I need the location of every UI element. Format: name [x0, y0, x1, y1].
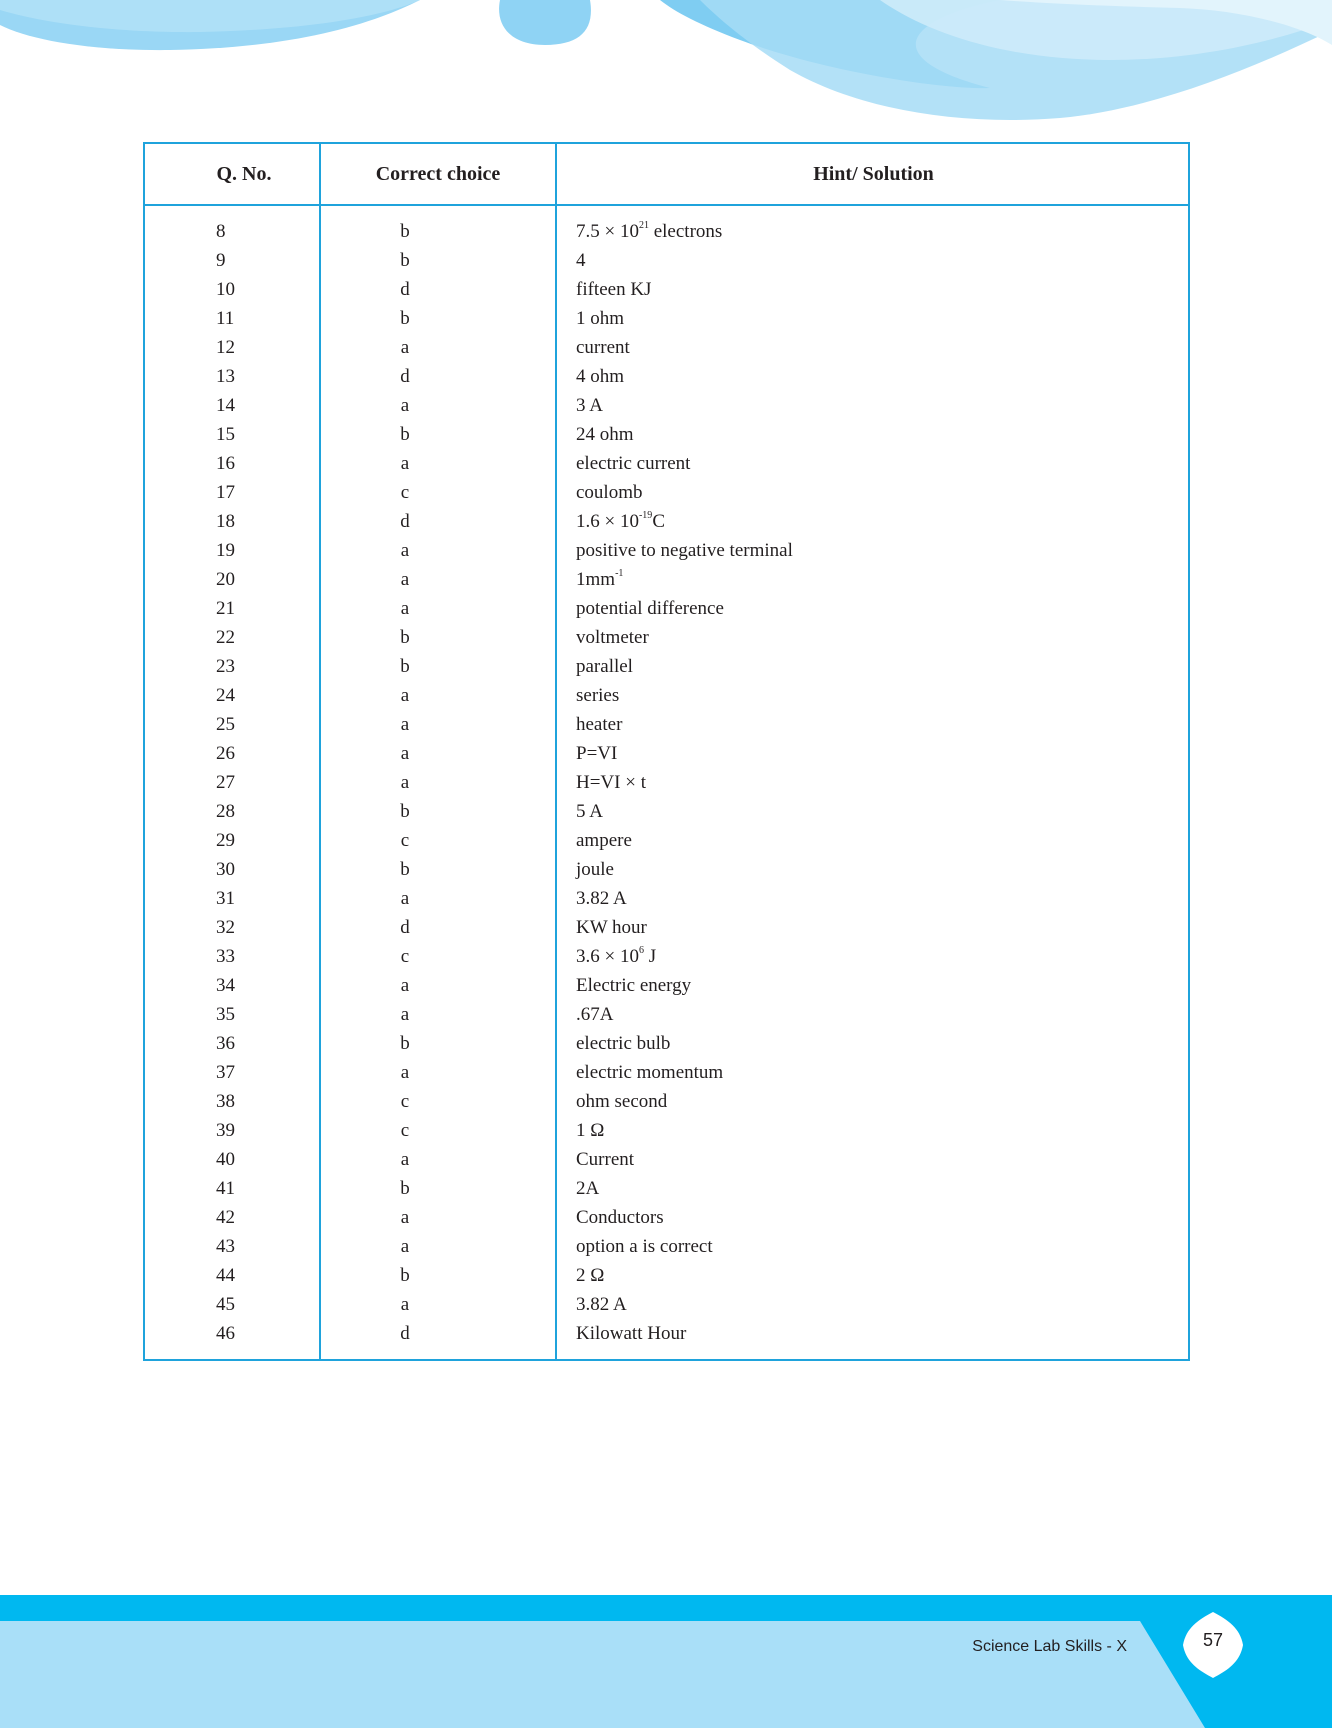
hint-text: 7.5 × 10 — [576, 221, 639, 242]
question-number: 18 — [216, 511, 235, 532]
correct-choice: b — [400, 1178, 410, 1199]
table-row — [145, 1087, 1188, 1116]
question-number: 8 — [216, 221, 226, 242]
hint-superscript: -19 — [638, 510, 653, 521]
hint-solution — [576, 1058, 723, 1087]
question-number: 32 — [216, 917, 235, 938]
hint-text: 1 ohm — [576, 308, 625, 329]
question-number: 36 — [216, 1033, 235, 1054]
hint-text: Kilowatt Hour — [576, 1323, 687, 1344]
question-number: 39 — [216, 1120, 235, 1141]
table-row — [145, 449, 1188, 478]
question-number: 14 — [216, 395, 235, 416]
correct-choice: c — [400, 830, 410, 851]
hint-text: 4 ohm — [576, 366, 625, 387]
correct-choice: b — [400, 859, 410, 880]
hint-text: current — [576, 337, 630, 358]
hint-solution — [576, 942, 656, 974]
hint-solution — [576, 884, 627, 913]
hint-text: potential difference — [576, 598, 724, 619]
hint-text: 3 A — [576, 395, 603, 416]
correct-choice: a — [400, 598, 410, 619]
hint-solution — [576, 1145, 634, 1174]
question-number: 41 — [216, 1178, 235, 1199]
question-number: 22 — [216, 627, 235, 648]
hint-solution — [576, 971, 691, 1000]
table-row — [145, 594, 1188, 623]
question-number: 16 — [216, 453, 235, 474]
correct-choice: a — [400, 685, 410, 706]
hint-text: series — [576, 685, 620, 706]
correct-choice: c — [400, 1120, 410, 1141]
hint-text-tail: J — [643, 946, 657, 967]
hint-text: Conductors — [576, 1207, 664, 1228]
hint-solution — [576, 768, 646, 797]
hint-solution — [576, 681, 619, 710]
correct-choice: a — [400, 743, 410, 764]
table-row — [145, 1145, 1188, 1174]
hint-text: 3.6 × 10 — [576, 946, 639, 967]
correct-choice: b — [400, 221, 410, 242]
table-row — [145, 913, 1188, 942]
table-row — [145, 1290, 1188, 1319]
hint-text: H=VI × t — [576, 772, 646, 793]
correct-choice: a — [400, 1236, 410, 1257]
table-row — [145, 826, 1188, 855]
question-number: 38 — [216, 1091, 235, 1112]
question-number: 13 — [216, 366, 235, 387]
hint-text-tail: electrons — [648, 221, 723, 242]
hint-text: electric bulb — [576, 1033, 671, 1054]
hint-text: joule — [576, 859, 614, 880]
table-row — [145, 1029, 1188, 1058]
correct-choice: a — [400, 569, 410, 590]
hint-solution — [576, 478, 643, 507]
header-correct-choice: Correct choice — [375, 163, 501, 185]
table-row — [145, 536, 1188, 565]
question-number: 15 — [216, 424, 235, 445]
hint-solution — [576, 1290, 627, 1319]
hint-solution — [576, 333, 630, 362]
question-number: 31 — [216, 888, 235, 909]
hint-solution — [576, 826, 632, 855]
hint-superscript: 6 — [638, 945, 644, 956]
question-number: 17 — [216, 482, 235, 503]
table-row — [145, 739, 1188, 768]
hint-superscript: -1 — [615, 568, 624, 579]
table-row — [145, 942, 1188, 971]
table-row — [145, 768, 1188, 797]
header-qno: Q. No. — [216, 163, 272, 185]
page-number: 57 — [1202, 1630, 1224, 1650]
hint-solution — [576, 855, 614, 884]
table-row — [145, 855, 1188, 884]
question-number: 33 — [216, 946, 235, 967]
hint-text: 3.82 A — [576, 1294, 627, 1315]
correct-choice: d — [400, 511, 410, 532]
table-row — [145, 971, 1188, 1000]
table-row — [145, 884, 1188, 913]
hint-text: positive to negative terminal — [576, 540, 793, 561]
question-number: 42 — [216, 1207, 235, 1228]
table-row — [145, 217, 1188, 246]
hint-text-tail: C — [652, 511, 665, 532]
question-number: 21 — [216, 598, 235, 619]
hint-text: 3.82 A — [576, 888, 627, 909]
correct-choice: a — [400, 1207, 410, 1228]
correct-choice: b — [400, 627, 410, 648]
hint-text: 2 Ω — [576, 1265, 605, 1286]
hint-solution — [576, 1232, 713, 1261]
correct-choice: a — [400, 337, 410, 358]
correct-choice: a — [400, 1004, 410, 1025]
table-row — [145, 1174, 1188, 1203]
hint-solution — [576, 1029, 670, 1058]
hint-solution — [576, 623, 649, 652]
table-row — [145, 304, 1188, 333]
correct-choice: c — [400, 482, 410, 503]
table-row — [145, 1261, 1188, 1290]
hint-solution — [576, 739, 617, 768]
table-row — [145, 246, 1188, 275]
table-row — [145, 1000, 1188, 1029]
question-number: 11 — [216, 308, 235, 329]
hint-text: electric momentum — [576, 1062, 724, 1083]
hint-solution — [576, 1116, 604, 1145]
question-number: 25 — [216, 714, 235, 735]
correct-choice: b — [400, 424, 410, 445]
hint-solution — [576, 1174, 599, 1203]
hint-text: electric current — [576, 453, 691, 474]
hint-text: 2A — [576, 1178, 600, 1199]
question-number: 19 — [216, 540, 235, 561]
correct-choice: a — [400, 1062, 410, 1083]
table-row — [145, 1116, 1188, 1145]
table-row — [145, 681, 1188, 710]
hint-text: 4 — [576, 250, 586, 271]
question-number: 40 — [216, 1149, 235, 1170]
correct-choice: c — [400, 946, 410, 967]
hint-text: 5 A — [576, 801, 603, 822]
hint-text: ampere — [576, 830, 632, 851]
hint-superscript: 21 — [638, 220, 649, 231]
hint-solution — [576, 1261, 604, 1290]
hint-text: .67A — [576, 1004, 614, 1025]
correct-choice: a — [400, 772, 410, 793]
table-row — [145, 652, 1188, 681]
question-number: 43 — [216, 1236, 235, 1257]
correct-choice: a — [400, 714, 410, 735]
table-row — [145, 420, 1188, 449]
correct-choice: b — [400, 1265, 410, 1286]
correct-choice: a — [400, 1149, 410, 1170]
correct-choice: a — [400, 888, 410, 909]
table-row — [145, 391, 1188, 420]
correct-choice: a — [400, 975, 410, 996]
correct-choice: b — [400, 656, 410, 677]
correct-choice: d — [400, 366, 410, 387]
hint-text: parallel — [576, 656, 633, 677]
hint-solution — [576, 1203, 664, 1232]
table-row — [145, 565, 1188, 594]
hint-solution — [576, 304, 624, 333]
correct-choice: b — [400, 801, 410, 822]
question-number: 24 — [216, 685, 235, 706]
table-row — [145, 710, 1188, 739]
correct-choice: a — [400, 1294, 410, 1315]
hint-text: ohm second — [576, 1091, 668, 1112]
question-number: 10 — [216, 279, 235, 300]
question-number: 46 — [216, 1323, 235, 1344]
question-number: 26 — [216, 743, 235, 764]
footer-wedge-decoration — [0, 1595, 1332, 1728]
header-hint-solution: Hint/ Solution — [813, 163, 934, 185]
table-row — [145, 1232, 1188, 1261]
table-row — [145, 797, 1188, 826]
correct-choice: b — [400, 250, 410, 271]
hint-text: KW hour — [576, 917, 647, 938]
hint-solution — [576, 391, 603, 420]
question-number: 44 — [216, 1265, 235, 1286]
table-body — [145, 217, 1188, 1348]
question-number: 30 — [216, 859, 235, 880]
correct-choice: d — [400, 1323, 410, 1344]
question-number: 35 — [216, 1004, 235, 1025]
question-number: 20 — [216, 569, 235, 590]
hint-text: heater — [576, 714, 623, 735]
hint-solution — [576, 1087, 667, 1116]
hint-text: 24 ohm — [576, 424, 634, 445]
table-row — [145, 1058, 1188, 1087]
hint-solution — [576, 275, 651, 304]
hint-text: voltmeter — [576, 627, 649, 648]
table-row — [145, 333, 1188, 362]
hint-solution — [576, 710, 622, 739]
table-row — [145, 623, 1188, 652]
hint-solution — [576, 913, 647, 942]
question-number: 34 — [216, 975, 235, 996]
hint-text: 1mm — [576, 569, 616, 590]
hint-solution — [576, 449, 690, 478]
hint-text: 1.6 × 10 — [576, 511, 639, 532]
hint-solution — [576, 420, 634, 449]
table-row — [145, 1319, 1188, 1348]
top-wave-decoration — [0, 0, 1332, 140]
hint-solution — [576, 652, 633, 681]
correct-choice: d — [400, 917, 410, 938]
question-number: 37 — [216, 1062, 235, 1083]
hint-solution — [576, 565, 623, 597]
header-divider — [145, 204, 1188, 206]
table-row — [145, 478, 1188, 507]
question-number: 45 — [216, 1294, 235, 1315]
hint-solution — [576, 594, 724, 623]
question-number: 29 — [216, 830, 235, 851]
hint-solution — [576, 362, 624, 391]
footer-book-title: Science Lab Skills - X — [972, 1638, 1127, 1655]
hint-text: Current — [576, 1149, 635, 1170]
correct-choice: b — [400, 308, 410, 329]
table-row — [145, 1203, 1188, 1232]
hint-text: option a is correct — [576, 1236, 713, 1257]
hint-text: Electric energy — [576, 975, 692, 996]
hint-solution — [576, 536, 793, 565]
correct-choice: d — [400, 279, 410, 300]
hint-text: fifteen KJ — [576, 279, 652, 300]
question-number: 12 — [216, 337, 235, 358]
hint-solution — [576, 246, 586, 275]
table-row — [145, 507, 1188, 536]
correct-choice: b — [400, 1033, 410, 1054]
hint-solution — [576, 1319, 686, 1348]
question-number: 9 — [216, 250, 226, 271]
correct-choice: a — [400, 395, 410, 416]
hint-text: 1 Ω — [576, 1120, 605, 1141]
hint-text: P=VI — [576, 743, 618, 764]
table-row — [145, 275, 1188, 304]
hint-solution — [576, 1000, 613, 1029]
hint-solution — [576, 797, 603, 826]
correct-choice: a — [400, 540, 410, 561]
question-number: 23 — [216, 656, 235, 677]
correct-choice: a — [400, 453, 410, 474]
correct-choice: c — [400, 1091, 410, 1112]
hint-solution — [576, 507, 665, 539]
answer-table — [143, 142, 1190, 1361]
hint-text: coulomb — [576, 482, 643, 503]
question-number: 27 — [216, 772, 235, 793]
question-number: 28 — [216, 801, 235, 822]
table-row — [145, 362, 1188, 391]
hint-solution — [576, 217, 722, 249]
